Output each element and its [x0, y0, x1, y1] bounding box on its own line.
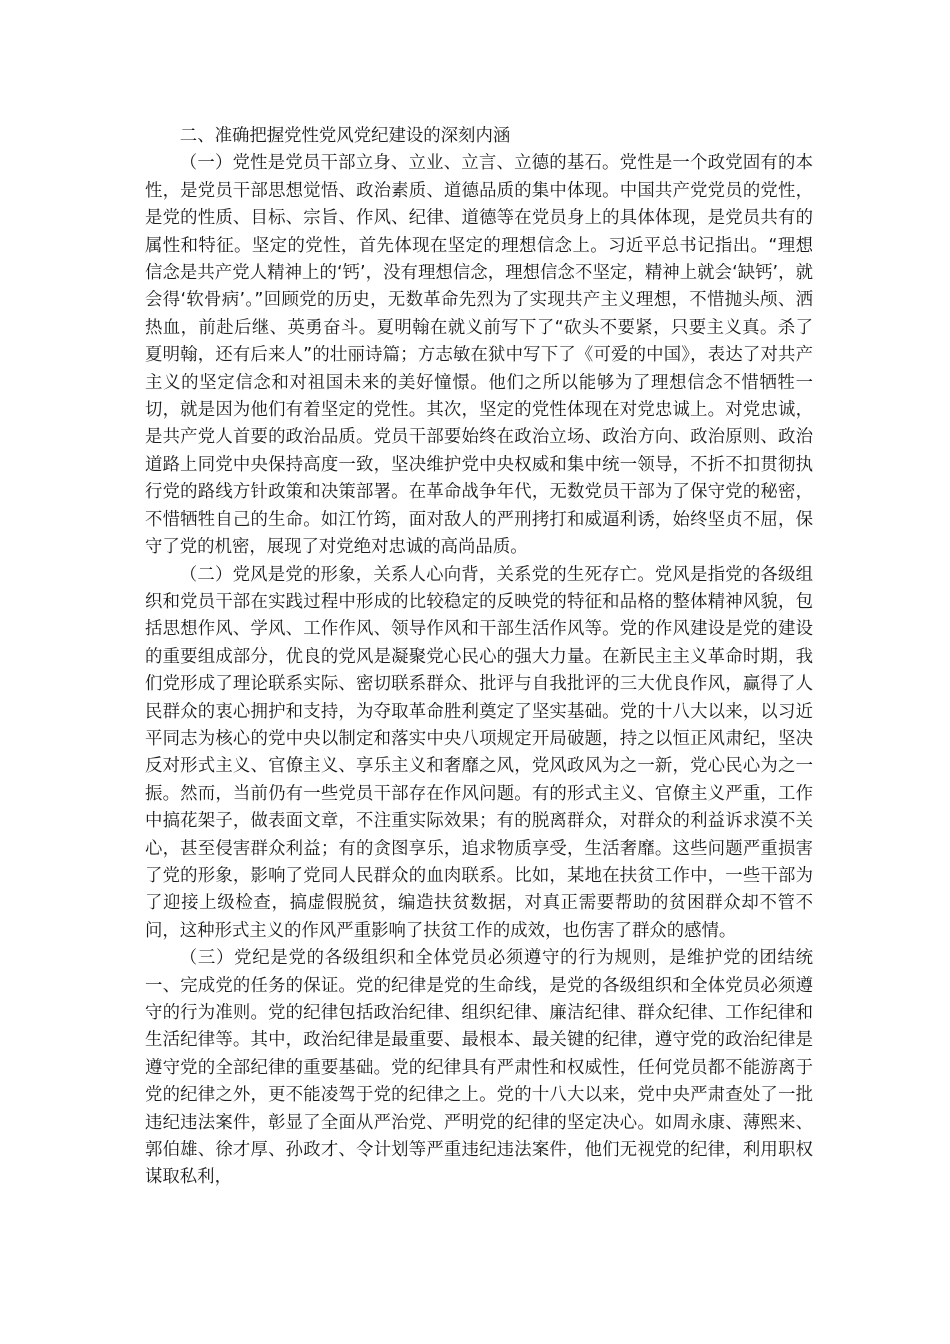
section-title: 二、准确把握党性党风党纪建设的深刻内涵 — [179, 126, 511, 146]
paragraph-party-conduct: （二）党风是党的形象，关系人心向背，关系党的生死存亡。党风是指党的各级组织和党员干部在实践过程中形成的比较稳定的反映党的特征和品格的整体精神风貌，包括思想作风、学风、工作作风、领导作风和干部生活作风等。党的作风建设是党的建设的重要组成部分，优良的党风是凝聚党心民心的强大力量。在新民主主义革命时期，我们党形成了理论联系实际、密切联系群众、批评与自我批评的三大优良作风，赢得了人民群众的衷心拥护和支持，为夺取革命胜利奠定了坚实基础。党的十八大以来，以习近平同志为核心的党中央以制定和落实中央八项规定开局破题，持之以恒正风肃纪，坚决反对形式主义、官僚主义、享乐主义和奢靡之风，党风政风为之一新，党心民心为之一振。然而，当前仍有一些党员干部存在作风问题。有的形式主义、官僚主义严重，工作中搞花架子，做表面文章，不注重实际效果；有的脱离群众，对群众的利益诉求漠不关心，甚至侵害群众利益；有的贪图享乐，追求物质享受，生活奢靡。这些问题严重损害了党的形象，影响了党同人民群众的血肉联系。比如，某地在扶贫工作中，一些干部为了迎接上级检查，搞虚假脱贫，编造扶贫数据，对真正需要帮助的贫困群众却不管不问，这种形式主义的作风严重影响了扶贫工作的成效，也伤害了群众的感情。 — [145, 564, 813, 941]
document-page — [145, 123, 813, 1192]
paragraph-party-discipline: （三）党纪是党的各级组织和全体党员必须遵守的行为规则，是维护党的团结统一、完成党的任务的保证。党的纪律是党的生命线，是党的各级组织和全体党员必须遵守的行为准则。党的纪律包括政治纪律、组织纪律、廉洁纪律、群众纪律、工作纪律和生活纪律等。其中，政治纪律是最重要、最根本、最关键的纪律，遵守党的政治纪律是遵守党的全部纪律的重要基础。党的纪律具有严肃性和权威性，任何党员都不能游离于党的纪律之外，更不能凌驾于党的纪律之上。党的十八大以来，党中央严肃查处了一批违纪违法案件，彰显了全面从严治党、严明党的纪律的坚定决心。如周永康、薄熙来、郭伯雄、徐才厚、孙政才、令计划等严重违纪违法案件，他们无视党的纪律，利用职权谋取私利， — [145, 948, 813, 1188]
paragraph-party-spirit: （一）党性是党员干部立身、立业、立言、立德的基石。党性是一个政党固有的本性，是党员干部思想觉悟、政治素质、道德品质的集中体现。中国共产党党员的党性，是党的性质、目标、宗旨、作风、纪律、道德等在党员身上的具体体现，是党员共有的属性和特征。坚定的党性，首先体现在坚定的理想信念上。习近平总书记指出。“理想信念是共产党人精神上的‘钙’，没有理想信念，理想信念不坚定，精神上就会‘缺钙’，就会得‘软骨病’。”回顾党的历史，无数革命先烈为了实现共产主义理想，不惜抛头颅、洒热血，前赴后继、英勇奋斗。夏明翰在就义前写下了“砍头不要紧，只要主义真。杀了夏明翰，还有后来人”的壮丽诗篇；方志敏在狱中写下了《可爱的中国》，表达了对共产主义的坚定信念和对祖国未来的美好憧憬。他们之所以能够为了理想信念不惜牺牲一切，就是因为他们有着坚定的党性。其次，坚定的党性体现在对党忠诚上。对党忠诚，是共产党人首要的政治品质。党员干部要始终在政治立场、政治方向、政治原则、政治道路上同党中央保持高度一致，坚决维护党中央权威和集中统一领导，不折不扣贯彻执行党的路线方针政策和决策部署。在革命战争年代，无数党员干部为了保守党的秘密，不惜牺牲自己的生命。如江竹筠，面对敌人的严刑拷打和威逼利诱，始终坚贞不屈，保守了党的机密，展现了对党绝对忠诚的高尚品质。 — [145, 153, 813, 558]
